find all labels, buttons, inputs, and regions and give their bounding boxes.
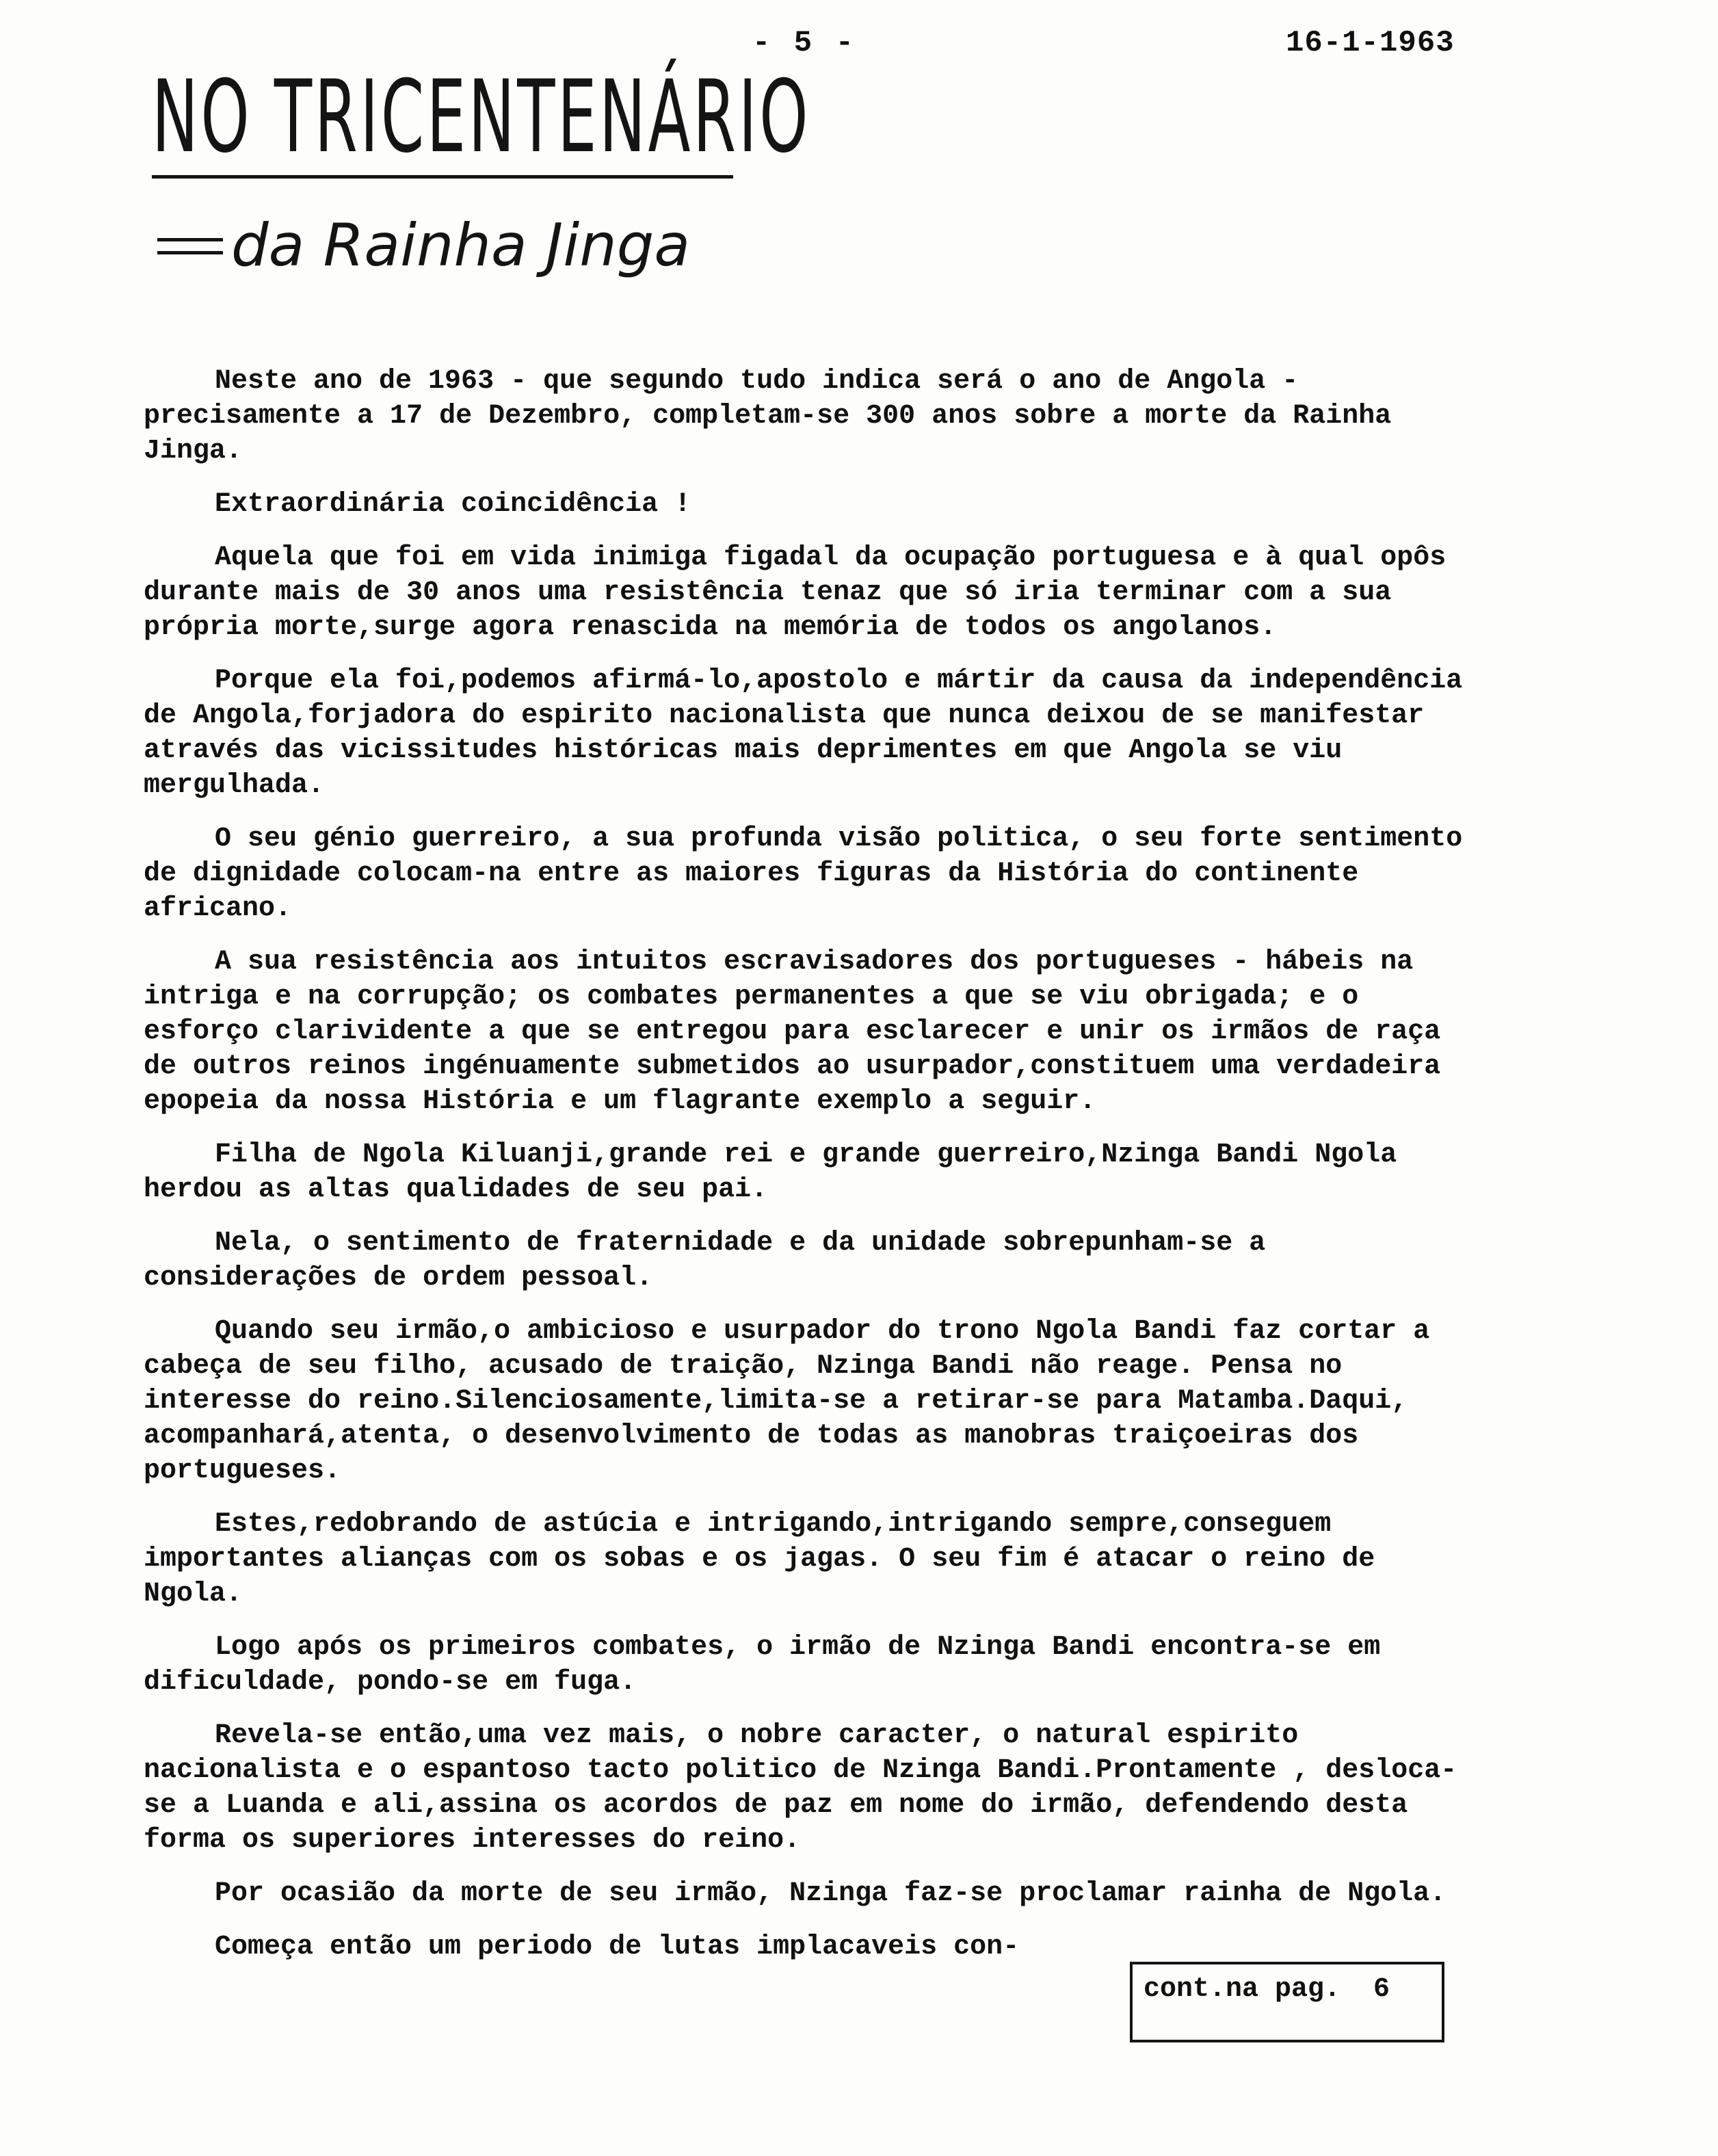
paragraph: O seu génio guerreiro, a sua profunda visão politica, o seu forte sentimento de dignidade colocam-na entre as maiores figuras da História do continente africano. (144, 824, 1479, 924)
continuation-box: cont.na pag. 6 (1130, 1962, 1444, 2042)
subtitle-double-dash (157, 238, 223, 265)
paragraph: Porque ela foi,podemos afirmá-lo,apostolo e mártir da causa da independência de Angola,forjadora do espirito nacionalista que nunca deixou de se manifestar através das vicissitudes históricas mais deprimentes em que Angola se viu mergulhada. (144, 666, 1479, 801)
paragraph: Quando seu irmão,o ambicioso e usurpador do trono Ngola Bandi faz cortar a cabeça de seu filho, acusado de traição, Nzinga Bandi não reage. Pensa no interesse do reino.Silenciosamente,limita-se a retirar-se para Matamba.Daqui, acompanhará,atenta, o desenvolvimento de todas as manobras traiçoeiras dos portugueses. (144, 1316, 1446, 1486)
paragraph: Neste ano de 1963 - que segundo tudo indica será o ano de Angola - precisamente a 17 de Dezembro, completam-se 300 anos sobre a morte da Rainha Jinga. (144, 366, 1408, 466)
paragraph: Logo após os primeiros combates, o irmão de Nzinga Bandi encontra-se em dificuldade, pondo-se em fuga. (144, 1632, 1397, 1698)
page-number: - 5 - (752, 26, 857, 60)
paragraph: Estes,redobrando de astúcia e intrigando,intrigando sempre,conseguem importantes alianças com os sobas e os jagas. O seu fim é atacar o reino de Ngola. (144, 1509, 1392, 1609)
headline-subtitle: da Rainha Jinga (231, 211, 691, 280)
document-date: 16-1-1963 (1286, 26, 1455, 60)
paragraph: Por ocasião da morte de seu irmão, Nzinga faz-se proclamar rainha de Ngola. (215, 1878, 1446, 1909)
headline-underline (152, 175, 733, 179)
paragraph: Nela, o sentimento de fraternidade e da unidade sobrepunham-se a considerações de ordem pessoal. (144, 1228, 1282, 1293)
paragraph: Extraordinária coincidência ! (215, 489, 691, 520)
paragraph: Aquela que foi em vida inimiga figadal da ocupação portuguesa e à qual opôs durante mais de 30 anos uma resistência tenaz que só iria terminar com a sua própria morte,surge agora renascida na memória de todos os angolanos. (144, 542, 1463, 643)
paragraph: Revela-se então,uma vez mais, o nobre caracter, o natural espirito nacionalista e o espantoso tacto politico de Nzinga Bandi.Prontamente , desloca-se a Luanda e ali,assina os acordos de paz em nome do irmão, defendendo desta forma os superiores interesses do reino. (144, 1720, 1457, 1856)
paragraph: Filha de Ngola Kiluanji,grande rei e grande guerreiro,Nzinga Bandi Ngola herdou as altas qualidades de seu pai. (144, 1140, 1414, 1205)
article-body (144, 364, 1484, 1983)
paragraph: A sua resistência aos intuitos escravisadores dos portugueses - hábeis na intriga e na corrupção; os combates permanentes a que se viu obrigada; e o esforço clarividente a que se entregou para esclarecer e unir os irmãos de raça de outros reinos ingénuamente submetidos ao usurpador,constituem uma verdadeira epopeia da nossa História e um flagrante exemplo a seguir. (144, 947, 1457, 1117)
paragraph: Começa então um periodo de lutas implacaveis con- (215, 1932, 1020, 1962)
headline-title: NO TRICENTENÁRIO (152, 59, 811, 175)
